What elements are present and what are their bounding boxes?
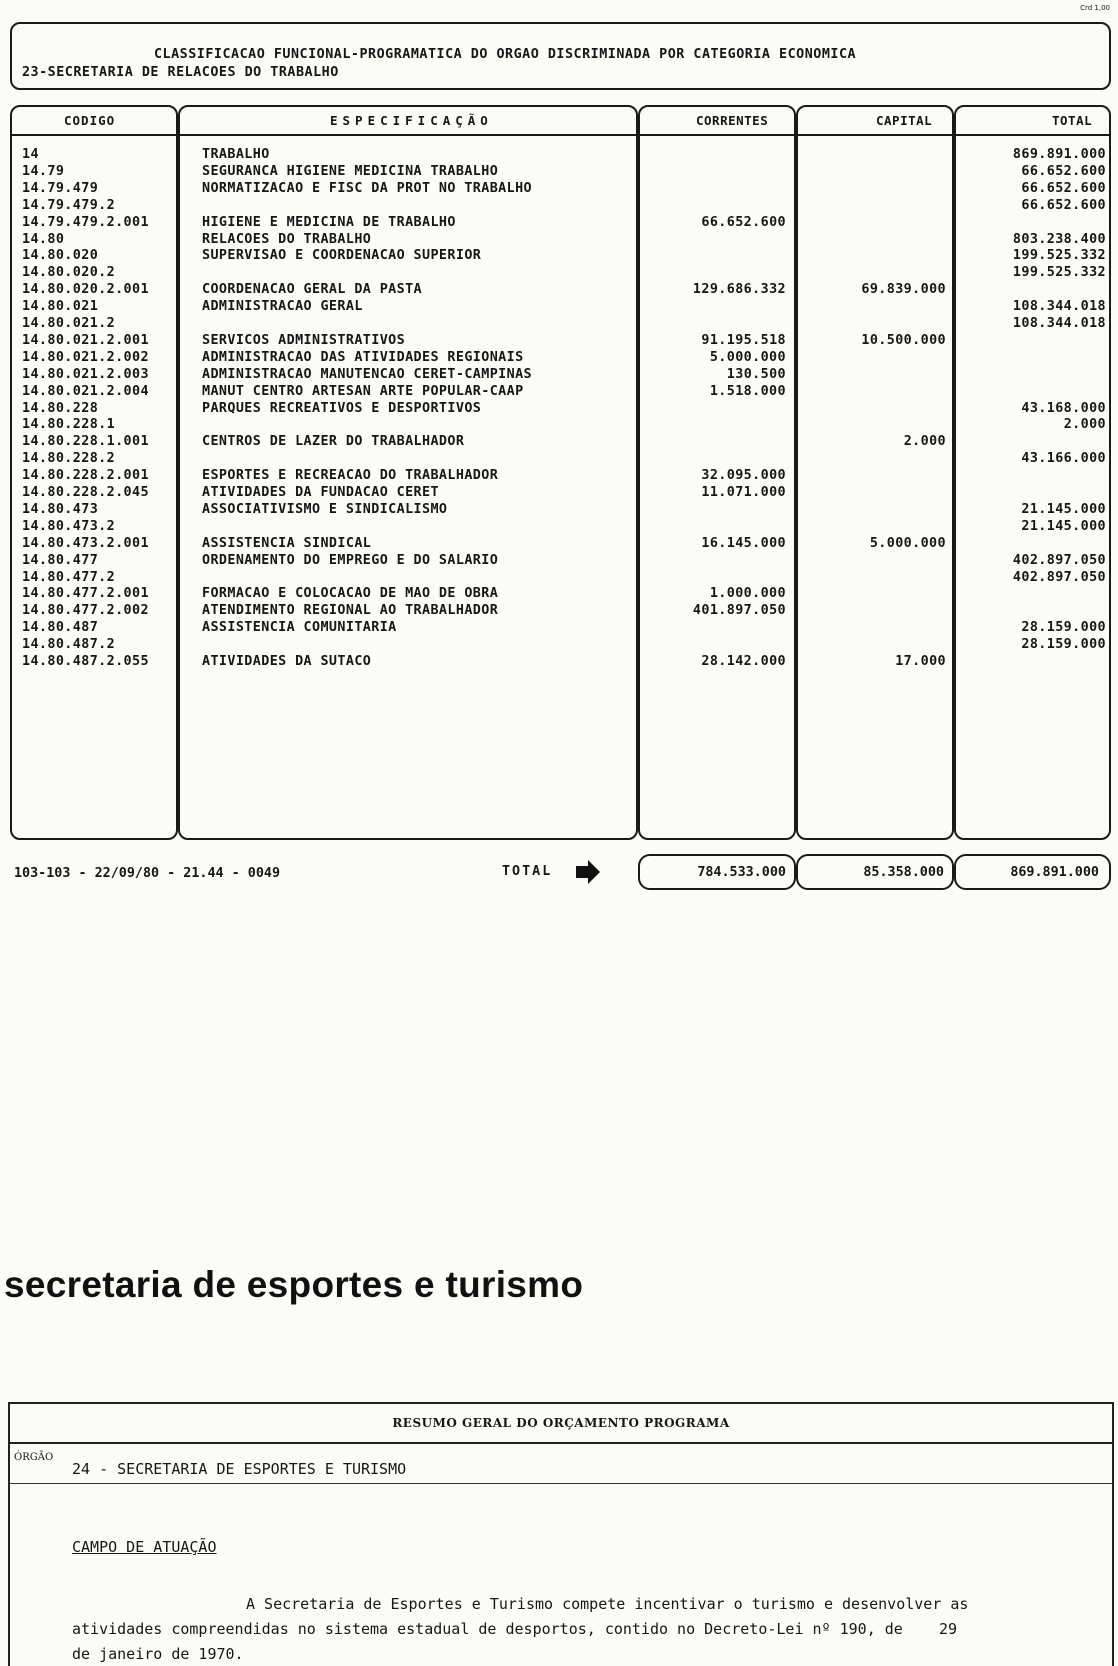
table-row	[0, 367, 1118, 384]
row-correntes: 16.145.000	[701, 535, 786, 551]
row-total: 869.891.000	[1012, 147, 1106, 162]
table-row	[0, 316, 1118, 333]
row-codigo: 14.80.477	[22, 552, 99, 568]
row-total: 199.525.332	[1012, 248, 1106, 264]
row-correntes: 91.195.518	[701, 332, 786, 348]
header-capital: CAPITAL	[876, 113, 933, 128]
resumo-title-row	[10, 1404, 1112, 1444]
table-row	[0, 502, 1118, 519]
header-total: TOTAL	[1052, 113, 1093, 128]
total-total-value: 869.891.000	[1010, 865, 1099, 880]
row-total: 66.652.600	[1021, 163, 1106, 179]
table-row	[0, 265, 1118, 282]
row-correntes: 130.500	[726, 366, 786, 382]
row-codigo: 14.80.228.2.045	[22, 485, 149, 500]
row-correntes: 1.518.000	[709, 383, 786, 399]
row-especificacao: MANUT CENTRO ARTESAN ARTE POPULAR-CAAP	[202, 383, 524, 399]
row-codigo: 14	[22, 147, 39, 162]
row-codigo: 14.80.473.2.001	[22, 535, 149, 551]
row-correntes: 401.897.050	[692, 603, 786, 619]
row-total: 2.000	[1063, 417, 1106, 433]
section-heading: secretaria de esportes e turismo	[4, 1264, 584, 1305]
row-total: 21.145.000	[1021, 501, 1106, 517]
row-capital: 17.000	[895, 654, 946, 669]
table-row	[0, 654, 1118, 671]
job-stamp: 103-103 - 22/09/80 - 21.44 - 0049	[14, 866, 281, 881]
row-capital: 10.500.000	[861, 332, 946, 348]
row-total: 402.897.050	[1012, 552, 1106, 568]
row-total: 21.145.000	[1021, 518, 1106, 534]
row-especificacao: TRABALHO	[202, 147, 270, 162]
row-total: 402.897.050	[1012, 569, 1106, 585]
row-codigo: 14.80.021.2.003	[22, 366, 149, 382]
row-especificacao: ASSISTENCIA COMUNITARIA	[202, 620, 397, 636]
total-label: TOTAL	[502, 864, 553, 879]
header-codigo: CODIGO	[64, 113, 116, 128]
row-total: 66.652.600	[1021, 180, 1106, 196]
table-row	[0, 147, 1118, 164]
row-especificacao: ADMINISTRACAO DAS ATIVIDADES REGIONAIS	[202, 349, 524, 365]
table-row	[0, 620, 1118, 637]
row-correntes: 129.686.332	[692, 282, 786, 298]
arrow-right-icon	[576, 860, 600, 888]
orgao-label: ÓRGÃO	[14, 1452, 54, 1463]
table-row	[0, 519, 1118, 536]
table-row	[0, 586, 1118, 603]
row-correntes: 11.071.000	[701, 485, 786, 500]
table-row	[0, 451, 1118, 468]
table-row	[0, 215, 1118, 232]
row-especificacao: ATIVIDADES DA FUNDACAO CERET	[202, 485, 439, 500]
row-especificacao: ATENDIMENTO REGIONAL AO TRABALHADOR	[202, 603, 499, 619]
row-especificacao: ORDENAMENTO DO EMPREGO E DO SALARIO	[202, 552, 499, 568]
table-row	[0, 248, 1118, 265]
table-row	[0, 603, 1118, 620]
row-codigo: 14.79.479.2	[22, 197, 116, 213]
table-row	[0, 232, 1118, 249]
row-capital: 69.839.000	[861, 282, 946, 298]
row-especificacao: FORMACAO E COLOCACAO DE MAO DE OBRA	[202, 586, 499, 602]
header-separator	[10, 134, 1111, 136]
row-codigo: 14.80.473.2	[22, 518, 116, 534]
row-codigo: 14.80.020.2.001	[22, 282, 149, 298]
row-total: 66.652.600	[1021, 197, 1106, 213]
row-codigo: 14.80.473	[22, 501, 99, 517]
header-correntes: CORRENTES	[696, 113, 769, 128]
table-row	[0, 384, 1118, 401]
total-total-box	[954, 854, 1111, 890]
row-total: 28.159.000	[1021, 620, 1106, 636]
row-especificacao: ATIVIDADES DA SUTACO	[202, 654, 372, 669]
row-codigo: 14.80.021.2.004	[22, 383, 149, 399]
report-header-box	[10, 22, 1111, 90]
row-especificacao: ADMINISTRACAO GERAL	[202, 299, 363, 315]
row-codigo: 14.80.477.2.001	[22, 586, 149, 602]
row-codigo: 14.80.487.2.055	[22, 654, 149, 669]
row-codigo: 14.79.479	[22, 180, 99, 196]
row-codigo: 14.80.228.2	[22, 451, 116, 467]
row-correntes: 66.652.600	[701, 214, 786, 230]
report-title: CLASSIFICACAO FUNCIONAL-PROGRAMATICA DO ORGAO DISCRIMINADA POR CATEGORIA ECONOMICA	[154, 47, 857, 62]
row-codigo: 14.80.021.2.001	[22, 332, 149, 348]
row-total: 43.168.000	[1021, 400, 1106, 416]
row-especificacao: HIGIENE E MEDICINA DE TRABALHO	[202, 214, 456, 230]
row-correntes: 5.000.000	[709, 349, 786, 365]
table-row	[0, 553, 1118, 570]
table-row	[0, 350, 1118, 367]
row-total: 199.525.332	[1012, 265, 1106, 281]
table-row	[0, 164, 1118, 181]
row-total: 108.344.018	[1012, 299, 1106, 315]
row-codigo: 14.80.228.2.001	[22, 468, 149, 484]
total-capital-box	[796, 854, 954, 890]
row-especificacao: ASSOCIATIVISMO E SINDICALISMO	[202, 501, 448, 517]
total-correntes-box	[638, 854, 796, 890]
row-codigo: 14.80.020.2	[22, 265, 116, 281]
row-total: 43.166.000	[1021, 451, 1106, 467]
row-especificacao: CENTROS DE LAZER DO TRABALHADOR	[202, 434, 465, 450]
row-correntes: 32.095.000	[701, 468, 786, 484]
row-especificacao: ESPORTES E RECREACAO DO TRABALHADOR	[202, 468, 499, 484]
row-especificacao: RELACOES DO TRABALHO	[202, 231, 372, 247]
row-codigo: 14.80.477.2	[22, 569, 116, 585]
row-codigo: 14.79.479.2.001	[22, 214, 149, 230]
total-capital-value: 85.358.000	[863, 865, 944, 880]
table-row	[0, 198, 1118, 215]
campo-paragraph-line-2: atividades compreendidas no sistema estadual de desportos, contido no Decreto-Lei nº 190, de 29	[72, 1620, 958, 1638]
campo-paragraph-line-3: de janeiro de 1970.	[72, 1645, 244, 1663]
row-codigo: 14.80.228.1	[22, 417, 116, 433]
campo-title: CAMPO DE ATUAÇÃO	[72, 1538, 217, 1556]
resumo-box	[8, 1402, 1114, 1666]
row-correntes: 28.142.000	[701, 654, 786, 669]
table-row	[0, 282, 1118, 299]
row-codigo: 14.80.228.1.001	[22, 434, 149, 450]
row-total: 108.344.018	[1012, 316, 1106, 331]
row-especificacao: SEGURANCA HIGIENE MEDICINA TRABALHO	[202, 163, 499, 179]
orgao-name: 23-SECRETARIA DE RELACOES DO TRABALHO	[22, 65, 339, 80]
orgao-value: 24 - SECRETARIA DE ESPORTES E TURISMO	[72, 1460, 407, 1478]
row-total: 28.159.000	[1021, 637, 1106, 653]
row-codigo: 14.80.021	[22, 299, 99, 315]
row-codigo: 14.80.487.2	[22, 637, 116, 653]
row-especificacao: PARQUES RECREATIVOS E DESPORTIVOS	[202, 400, 482, 416]
row-especificacao: ADMINISTRACAO MANUTENCAO CERET-CAMPINAS	[202, 366, 533, 382]
row-codigo: 14.80.228	[22, 400, 99, 416]
row-capital: 2.000	[903, 434, 946, 450]
row-especificacao: SUPERVISAO E COORDENACAO SUPERIOR	[202, 248, 482, 264]
table-row	[0, 637, 1118, 654]
header-especificacao: ESPECIFICAÇÃO	[330, 113, 493, 128]
table-row	[0, 485, 1118, 502]
row-especificacao: COORDENACAO GERAL DA PASTA	[202, 282, 423, 298]
corner-code: Crd 1,00	[1080, 4, 1110, 12]
table-row	[0, 417, 1118, 434]
resumo-title: RESUMO GERAL DO ORÇAMENTO PROGRAMA	[392, 1416, 730, 1430]
orgao-row	[10, 1444, 1112, 1484]
table-row	[0, 401, 1118, 418]
row-especificacao: NORMATIZACAO E FISC DA PROT NO TRABALHO	[202, 180, 533, 196]
row-correntes: 1.000.000	[709, 586, 786, 602]
table-row	[0, 181, 1118, 198]
row-especificacao: ASSISTENCIA SINDICAL	[202, 535, 372, 551]
row-codigo: 14.80	[22, 231, 65, 247]
table-row	[0, 570, 1118, 587]
row-codigo: 14.79	[22, 163, 65, 179]
row-capital: 5.000.000	[869, 535, 946, 551]
row-codigo: 14.80.021.2.002	[22, 349, 149, 365]
table-row	[0, 468, 1118, 485]
row-total: 803.238.400	[1012, 231, 1106, 247]
row-codigo: 14.80.020	[22, 248, 99, 264]
campo-paragraph-line-1: A Secretaria de Esportes e Turismo compete incentivar o turismo e desenvolver as	[246, 1595, 969, 1613]
row-especificacao: SERVICOS ADMINISTRATIVOS	[202, 332, 406, 348]
row-codigo: 14.80.487	[22, 620, 99, 636]
row-codigo: 14.80.477.2.002	[22, 603, 149, 619]
row-codigo: 14.80.021.2	[22, 316, 116, 331]
table-row	[0, 536, 1118, 553]
total-correntes-value: 784.533.000	[697, 865, 786, 880]
table-row	[0, 299, 1118, 316]
table-row	[0, 434, 1118, 451]
table-row	[0, 333, 1118, 350]
